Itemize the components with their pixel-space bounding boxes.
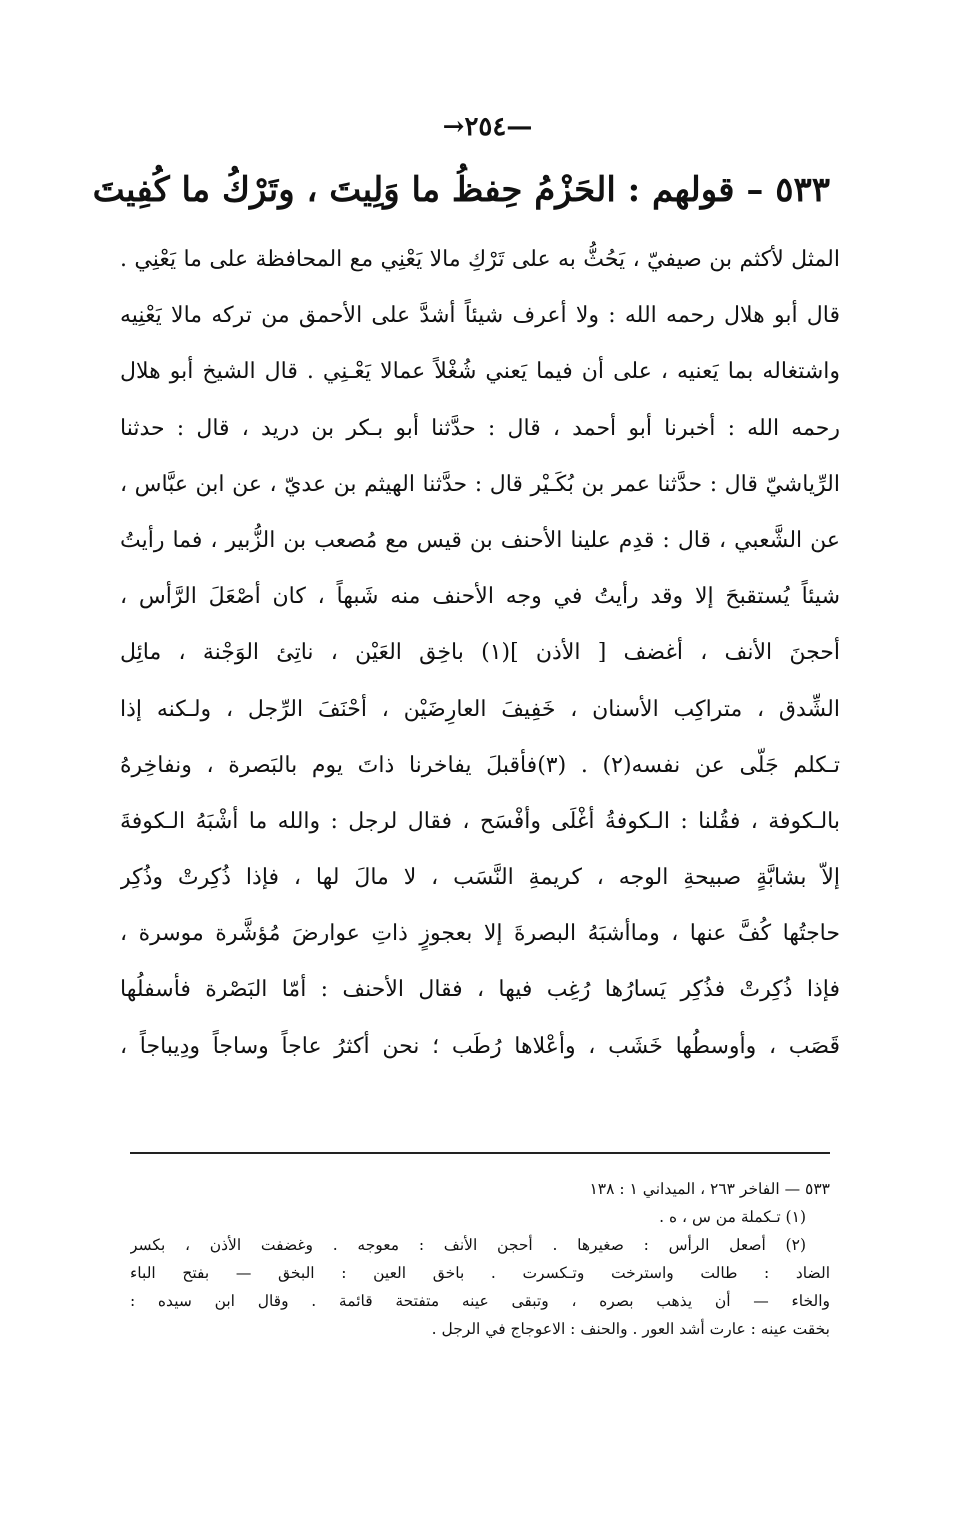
body-line: إلاّ بشابَّةٍ صبيحةِ الوجه ، كريمةِ النَّسَب ، لا مالَ لها ، فإذا ذُكِرتْ وذُكِر xyxy=(120,865,840,891)
body-line: قال أبو هلال رحمه الله : ولا أعرف شيئاً أشدَّ على الأحمق من تركه مالا يَعْنِيه xyxy=(120,303,840,329)
body-line: عن الشَّعبي ، قال : قدِم علينا الأحنف بن قيس مع مُصعب بن الزُّبير ، فما رأيتُ xyxy=(120,527,840,553)
body-line: واشتغاله بما يَعنيه ، على أن فيما يَعني شُغْلاً عمالا يَعْـنِي . قال الشيخ أبو هلال xyxy=(120,359,840,385)
body-text xyxy=(120,232,840,1075)
body-line: فإذا ذُكِرتْ فذُكِر يَسارُها رُغِب فيها ، فقال الأحنف : أمّا البَصْرة فأسفلُها xyxy=(120,977,840,1003)
footnote-2-continued: بخقت عينه : عارت أشد العور . والحنف : الاعوجاج في الرجل . xyxy=(431,1320,830,1338)
body-line: شيئاً يُستقبحَ إلا وقد رأيتُ في وجه الأحنف منه شَبهاً ، كان أصْعَلَ الرَّأس ، xyxy=(120,584,840,610)
body-line: الرِّياشيّ قال : حدَّثنا عمر بن بُكَـيْر قال : حدَّثنا الهيثم بن عديّ ، عن ابن عبَّاس ، xyxy=(120,471,840,497)
footnote-divider xyxy=(130,1152,830,1154)
body-line: المثل لأكثم بن صيفيّ ، يَحُثُّ به على تَرْكِ مالا يَعْنِي مع المحافظة على ما يَعْنِي . xyxy=(120,247,840,272)
body-line: قَصَب ، وأوسطُها خَشَب ، وأعْلاها رُطَب ؛ نحن أكثرُ عاجاً وساجاً ودِيباجاً ، xyxy=(120,1033,840,1059)
body-line: رحمه الله : أخبرنا أبو أحمد ، قال : حدَّثنا أبو بـكر بن دريد ، قال : حدثنا xyxy=(120,415,840,441)
page-number: —٢٥٤→ xyxy=(442,112,533,142)
footnote-1: (١) تـكملة من س ، ه . xyxy=(659,1208,806,1226)
body-line: تـكلم جَلّى عن نفسه(٢) . (٣)فأقبلَ يفاخرنا ذاتَ يوم بالبَصرة ، ونفاخِرهُ xyxy=(120,752,840,778)
footnote-2-continued: الضاد : طالت واسترخت وتـكسرت . باخق العين : البخق — بفتح الباء xyxy=(130,1264,830,1282)
footnotes xyxy=(130,1175,830,1343)
footnote-2: (٢) أصعل الرأس : صغيرها . أحجن الأنف : معوجه . وغضفت الأذن ، بكسر xyxy=(130,1236,806,1254)
footnote-source: ٥٣٣ — الفاخر ٢٦٣ ، الميداني ١ : ١٣٨ xyxy=(589,1180,830,1198)
body-line: الشِّدق ، متراكِب الأسنان ، خَفِيفَ العارِضَيْن ، أحْنَفَ الرِّجل ، ولـكنه إذا xyxy=(120,696,840,722)
body-line: بالـكوفة ، فقُلنا : الـكوفةُ أغْلَى وأفْسَح ، فقال لرجل : والله ما أشْبَهُ الـكوفةَ xyxy=(120,808,840,834)
body-line: أحجنَ الأنف ، أغضف [ الأذن ](١) باخِق العَيْن ، ناتِئ الوَجْنة ، مائِل xyxy=(120,640,840,666)
body-line: حاجتُها كُفَّ عنها ، وماأشبَهُ البصرةَ إلا بعجوزٍ ذاتِ عوارضَ مُؤشَّرة موسرة ، xyxy=(120,921,840,947)
section-heading: ٥٣٣ – قولهم : الحَزْمُ حِفظُ ما وَلِيتَ ، وتَرْكُ ما كُفِيتَ xyxy=(92,170,830,210)
footnote-2-continued: والخاء — أن يذهب بصره ، وتبقى عينه متفتحة قائمة . وقال ابن سيده : xyxy=(130,1292,830,1310)
